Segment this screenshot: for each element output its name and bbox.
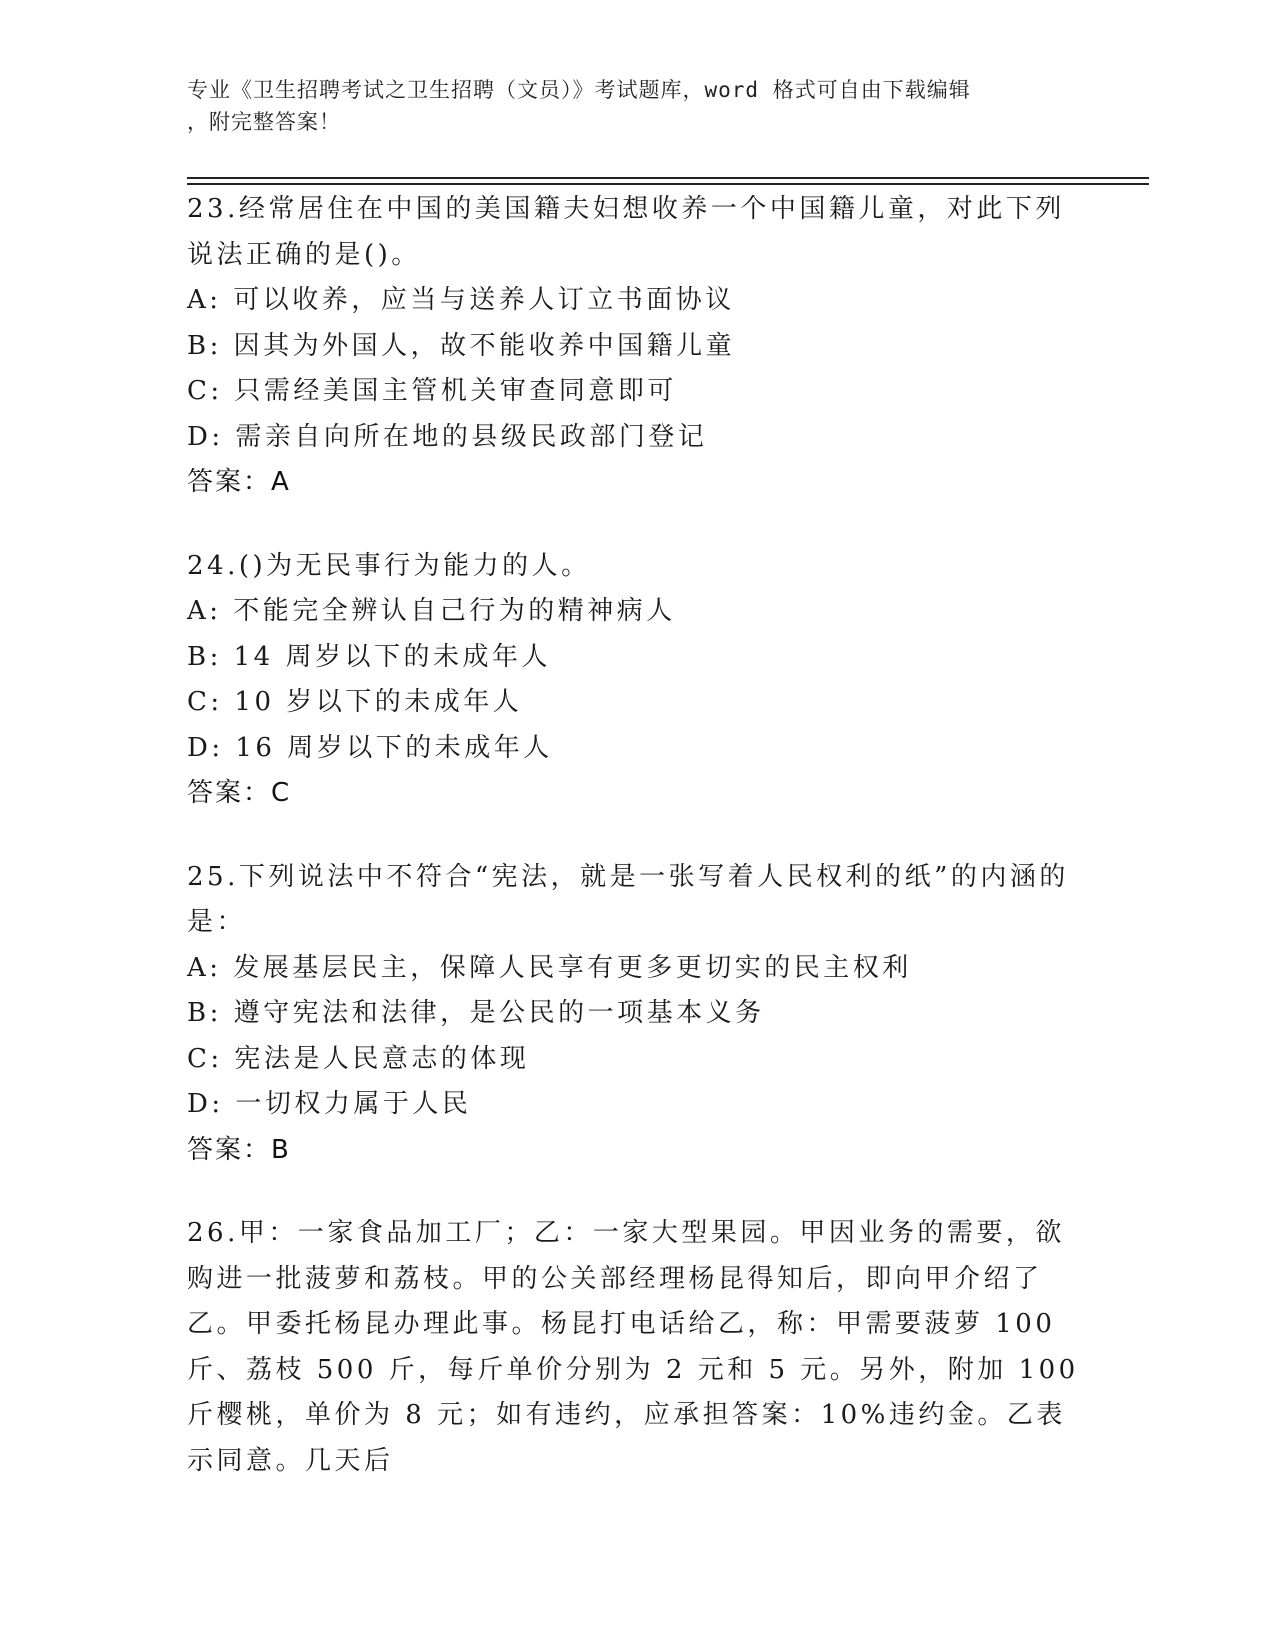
question-list <box>187 187 1091 1522</box>
question-stem: 25.下列说法中不符合“宪法，就是一张写着人民权利的纸”的内涵的是： <box>187 861 1069 937</box>
option-b: B: 遵守宪法和法律，是公民的一项基本义务 <box>187 998 765 1028</box>
header-line-2: ，附完整答案！ <box>187 110 341 134</box>
question-24 <box>187 544 1087 817</box>
answer-line: 答案：B <box>187 1134 291 1165</box>
option-b: B: 因其为外国人，故不能收养中国籍儿童 <box>187 330 736 361</box>
question-25 <box>187 855 1087 1174</box>
question-stem: 23.经常居住在中国的美国籍夫妇想收养一个中国籍儿童，对此下列说法正确的是()。 <box>187 194 1065 270</box>
option-c: C: 10 岁以下的未成年人 <box>187 687 523 717</box>
question-23 <box>187 187 1087 506</box>
question-26 <box>187 1211 1091 1484</box>
option-d: D: 一切权力属于人民 <box>187 1089 472 1119</box>
option-d: D: 需亲自向所在地的县级民政部门登记 <box>187 421 708 452</box>
question-stem: 26.甲：一家食品加工厂；乙：一家大型果园。甲因业务的需要，欲购进一批菠萝和荔枝。甲的公关部经理杨昆得知后，即向甲介绍了乙。甲委托杨昆办理此事。杨昆打电话给乙，称：甲需要菠萝 100 斤、荔枝 500 斤，每斤单价分别为 2 元和 5 元。另外，附加 100 斤樱桃，单价为 8 元；如有违约，应承担答案：10%违约金。乙表示同意。几天后 <box>187 1218 1091 1476</box>
option-c: C: 只需经美国主管机关审查同意即可 <box>187 376 677 406</box>
option-b: B: 14 周岁以下的未成年人 <box>187 641 551 672</box>
question-stem: 24.()为无民事行为能力的人。 <box>187 550 591 581</box>
document-header <box>187 74 1067 138</box>
option-d: D: 16 周岁以下的未成年人 <box>187 732 553 763</box>
option-a: A: 可以收养，应当与送养人订立书面协议 <box>187 285 735 315</box>
option-a: A: 不能完全辨认自己行为的精神病人 <box>187 596 676 626</box>
header-divider-top <box>187 177 1149 179</box>
option-a: A: 发展基层民主，保障人民享有更多更切实的民主权利 <box>187 952 912 983</box>
answer-line: 答案：C <box>187 778 292 808</box>
header-divider-bottom <box>187 183 1149 185</box>
option-c: C: 宪法是人民意志的体现 <box>187 1043 530 1074</box>
header-line-1: 专业《卫生招聘考试之卫生招聘（文员）》考试题库，word 格式可自由下载编辑 <box>187 78 971 102</box>
answer-line: 答案：A <box>187 467 291 497</box>
